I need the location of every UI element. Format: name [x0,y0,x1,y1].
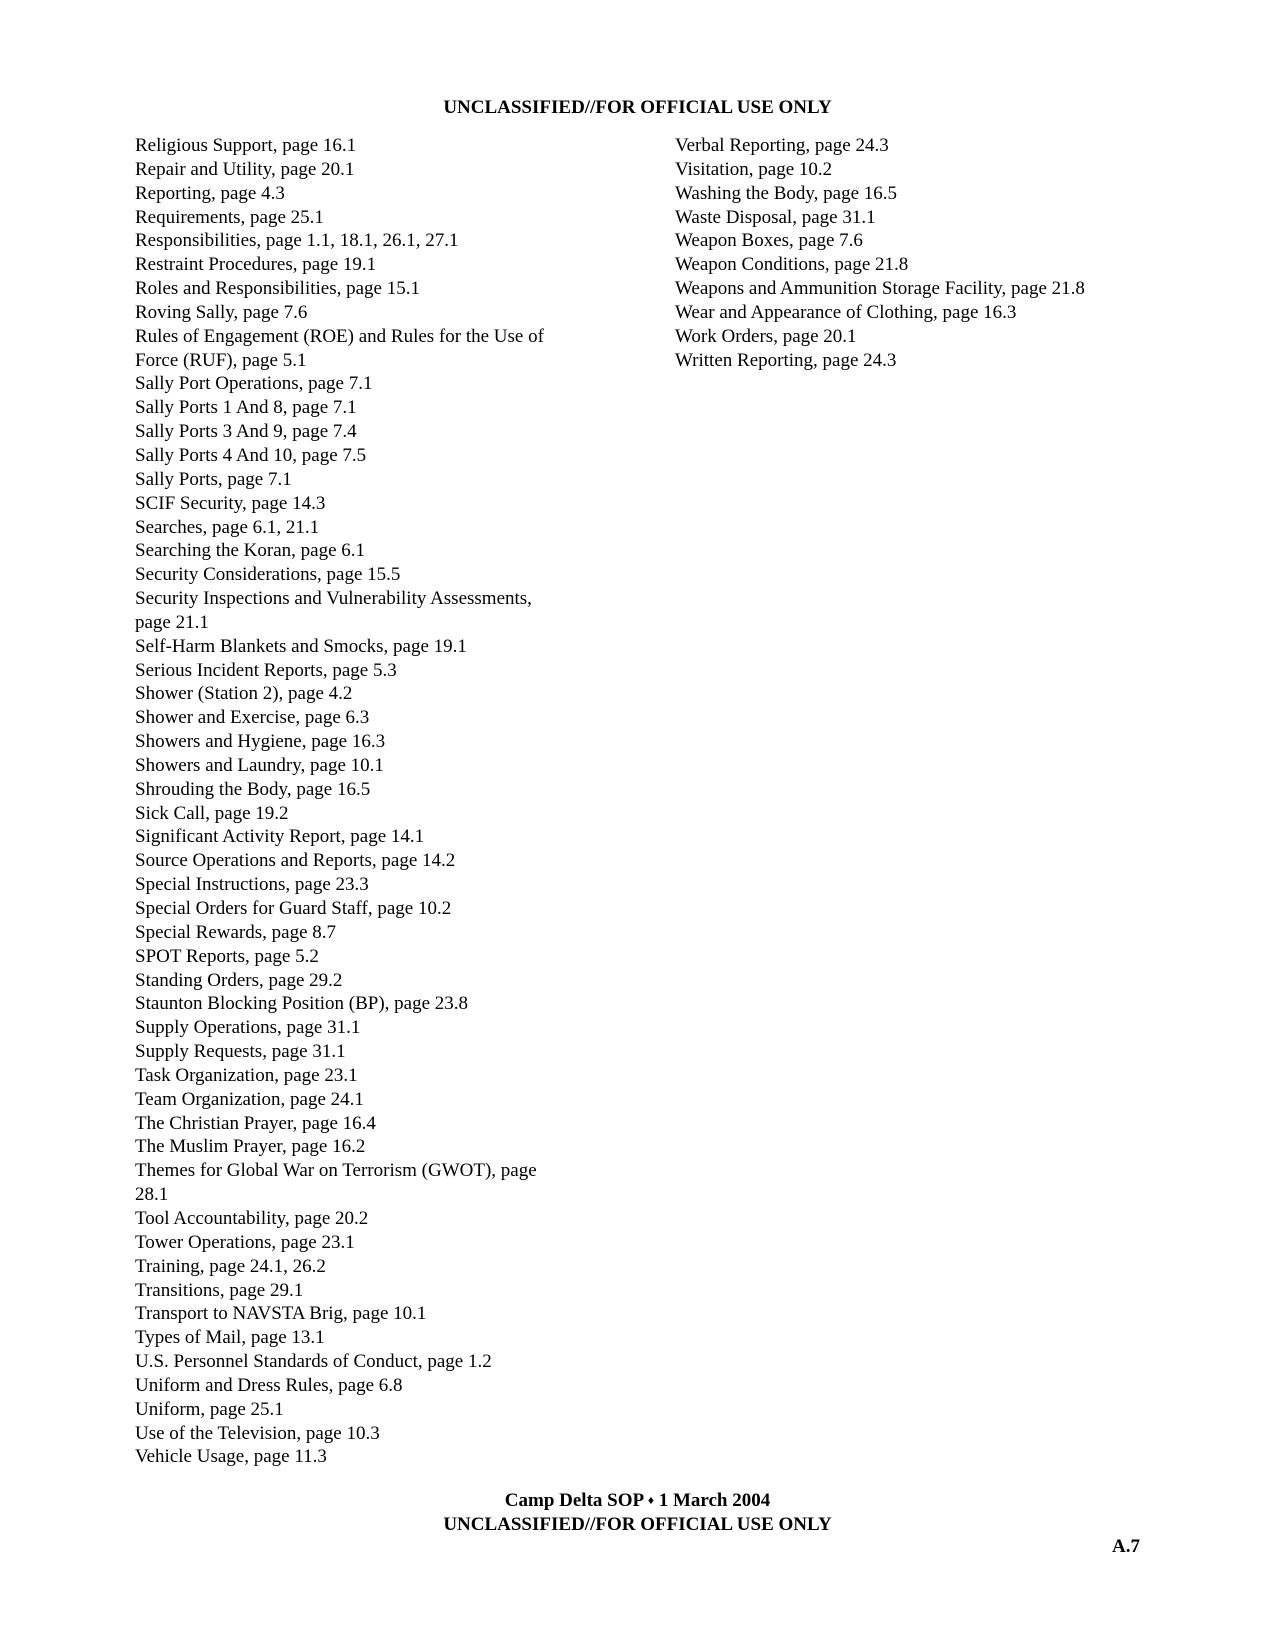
index-entry: Shrouding the Body, page 16.5 [135,778,371,800]
index-entry: Sally Ports 4 And 10, page 7.5 [135,444,367,466]
index-entry: page 21.1 [135,611,209,633]
index-entry: Security Inspections and Vulnerability Assessments, [135,588,532,610]
index-entry: Showers and Hygiene, page 16.3 [135,731,386,753]
index-entry: Searches, page 6.1, 21.1 [135,516,320,538]
index-entry: Requirements, page 25.1 [135,206,324,228]
index-entry: Restraint Procedures, page 19.1 [135,254,377,276]
index-entry: Sally Port Operations, page 7.1 [135,373,373,395]
index-entry: Shower (Station 2), page 4.2 [135,683,353,705]
index-entry: Training, page 24.1, 26.2 [135,1255,326,1277]
page-footer [0,1488,1275,1537]
index-column-left [135,134,595,1469]
index-entry: SPOT Reports, page 5.2 [135,945,319,967]
index-entry: Sally Ports 3 And 9, page 7.4 [135,421,357,443]
index-entry: Sally Ports, page 7.1 [135,468,292,490]
index-entry: Themes for Global War on Terrorism (GWOT), page [135,1160,537,1182]
index-entry: Sick Call, page 19.2 [135,802,289,824]
index-entry: Significant Activity Report, page 14.1 [135,826,425,848]
index-entry: 28.1 [135,1184,169,1206]
footer-date: 1 March 2004 [658,1490,771,1511]
index-entry: Washing the Body, page 16.5 [675,182,898,204]
index-entry: The Muslim Prayer, page 16.2 [135,1136,366,1158]
index-entry: Visitation, page 10.2 [675,158,833,180]
index-entry: Roving Sally, page 7.6 [135,301,308,323]
index-entry: Written Reporting, page 24.3 [675,349,897,371]
index-entry: Tool Accountability, page 20.2 [135,1207,369,1229]
index-entry: Types of Mail, page 13.1 [135,1327,325,1349]
index-entry: Repair and Utility, page 20.1 [135,158,355,180]
index-entry: Special Instructions, page 23.3 [135,874,369,896]
index-entry: Verbal Reporting, page 24.3 [675,135,889,156]
index-entry: Uniform, page 25.1 [135,1398,284,1420]
index-entry: Work Orders, page 20.1 [675,325,857,347]
index-entry: SCIF Security, page 14.3 [135,492,326,514]
index-entry: Staunton Blocking Position (BP), page 23.8 [135,993,469,1015]
index-entry: Team Organization, page 24.1 [135,1088,364,1110]
index-entry: Weapons and Ammunition Storage Facility, page 21.8 [675,278,1085,300]
index-entry: Standing Orders, page 29.2 [135,969,343,991]
index-entry: Religious Support, page 16.1 [135,135,357,156]
index-entry: Transport to NAVSTA Brig, page 10.1 [135,1303,427,1325]
index-entry: Shower and Exercise, page 6.3 [135,707,370,729]
index-entry: Tower Operations, page 23.1 [135,1231,355,1253]
index-entry: Reporting, page 4.3 [135,182,285,204]
index-entry: Supply Operations, page 31.1 [135,1017,361,1039]
footer-title-line [0,1488,1275,1513]
index-entry: The Christian Prayer, page 16.4 [135,1112,376,1134]
diamond-separator-icon: ♦ [647,1493,654,1507]
index-entry: Special Orders for Guard Staff, page 10.2 [135,898,452,919]
index-entry: U.S. Personnel Standards of Conduct, page 1.2 [135,1351,492,1373]
classification-footer: UNCLASSIFIED//FOR OFFICIAL USE ONLY [443,1514,832,1535]
index-entry: Rules of Engagement (ROE) and Rules for the Use of [135,325,544,347]
index-entry: Searching the Koran, page 6.1 [135,540,366,562]
index-entry: Task Organization, page 23.1 [135,1064,358,1086]
index-entry: Weapon Boxes, page 7.6 [675,230,863,252]
index-entry: Source Operations and Reports, page 14.2 [135,850,456,872]
page-number: A.7 [1112,1536,1140,1557]
index-entry: Responsibilities, page 1.1, 18.1, 26.1, 27.1 [135,230,459,252]
index-entry: Uniform and Dress Rules, page 6.8 [135,1374,403,1396]
index-entry: Security Considerations, page 15.5 [135,564,401,586]
index-entry: Waste Disposal, page 31.1 [675,206,876,228]
index-entry: Serious Incident Reports, page 5.3 [135,659,397,681]
index-entry: Wear and Appearance of Clothing, page 16.3 [675,301,1017,323]
index-entry: Transitions, page 29.1 [135,1279,304,1301]
index-entry: Force (RUF), page 5.1 [135,349,307,371]
index-entry: Use of the Television, page 10.3 [135,1422,380,1444]
index-entry: Self-Harm Blankets and Smocks, page 19.1 [135,635,467,657]
index-entry: Vehicle Usage, page 11.3 [135,1446,327,1468]
index-entry: Roles and Responsibilities, page 15.1 [135,278,420,300]
index-entry: Weapon Conditions, page 21.8 [675,254,909,276]
index-entry: Supply Requests, page 31.1 [135,1041,346,1063]
index-column-right [675,134,1195,372]
footer-doc-title: Camp Delta SOP [504,1490,644,1511]
index-entry: Sally Ports 1 And 8, page 7.1 [135,397,357,419]
index-entry: Showers and Laundry, page 10.1 [135,754,384,776]
index-entry: Special Rewards, page 8.7 [135,921,337,943]
classification-header: UNCLASSIFIED//FOR OFFICIAL USE ONLY [443,97,832,118]
